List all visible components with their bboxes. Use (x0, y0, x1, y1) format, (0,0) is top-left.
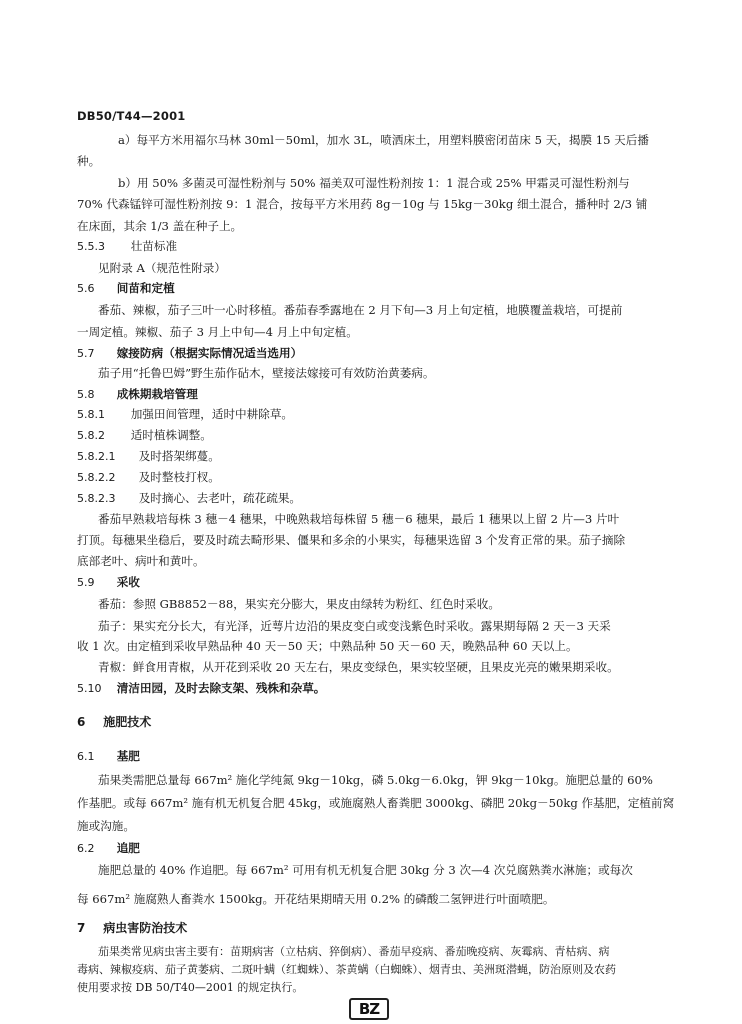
section-6-1-line3: 施或沟施。 (77, 819, 135, 833)
section-7-line2: 毒病、辣椒疫病、茄子黄萎病、二斑叶螨（红蜘蛛）、茶黄螨（白蜘蛛）、烟青虫、美洲斑潜蝇，防治原则及农药 (77, 963, 616, 976)
section-title: 追肥 (116, 841, 140, 855)
paragraph-b-line2: 70% 代森锰锌可湿性粉剂按 9：1 混合，按每平方米用药 8g－10g 与 15kg－30kg 细土混合，播种时 2/3 铺 (77, 197, 648, 211)
section-text: 及时整枝打杈。 (138, 470, 220, 484)
standard-id: DB50/T44—2001 (77, 109, 186, 123)
section-number: 5.5.3 (77, 240, 105, 253)
section-5-5-3 (77, 238, 177, 255)
section-5-6 (77, 280, 175, 297)
section-number: 6.1 (77, 750, 95, 763)
section-title: 采收 (116, 575, 140, 589)
section-5-5-3-text: 见附录 A（规范性附录） (98, 261, 226, 275)
section-number: 5.10 (77, 682, 102, 695)
section-5-8-2 (77, 427, 212, 444)
section-number: 6.2 (77, 842, 95, 855)
section-5-8-2-3 (77, 490, 301, 507)
section-5-10 (77, 680, 325, 697)
chapter-number: 6 (77, 715, 86, 729)
section-5-8-2-2 (77, 469, 220, 486)
chapter-7 (77, 920, 187, 936)
section-5-8-2-3-line3: 底部老叶、病叶和黄叶。 (77, 554, 205, 568)
paragraph-a-line1: a）每平方米用福尔马林 30ml－50ml，加水 3L，喷洒床土，用塑料膜密闭苗床 5 天，揭膜 15 天后播 (118, 133, 649, 147)
section-5-8 (77, 386, 198, 403)
chapter-title: 病虫害防治技术 (103, 921, 188, 935)
section-5-8-2-1 (77, 448, 220, 465)
section-6-1-line2: 作基肥。或每 667m² 施有机无机复合肥 45kg，或施腐熟人畜粪肥 3000kg、磷肥 20kg－50kg 作基肥，定植前窝 (77, 796, 675, 810)
bz-logo: BZ (349, 998, 389, 1020)
section-7-line3: 使用要求按 DB 50/T40—2001 的规定执行。 (77, 981, 304, 994)
section-title: 清洁田园，及时去除支架、残株和杂草。 (116, 681, 326, 695)
section-5-8-2-3-line1: 番茄早熟栽培每株 3 穗－4 穗果，中晚熟栽培每株留 5 穗－6 穗果，最后 1 穗果以上留 2 片—3 片叶 (98, 512, 620, 526)
section-6-1 (77, 748, 140, 765)
section-5-9 (77, 574, 140, 591)
section-5-9-line4: 青椒：鲜食用青椒，从开花到采收 20 天左右，果皮变绿色，果实较坚硬，且果皮光亮的嫩果期采收。 (98, 660, 619, 674)
section-text: 及时摘心、去老叶，疏花疏果。 (138, 491, 302, 505)
section-title: 嫁接防病（根据实际情况适当选用） (116, 346, 303, 360)
paragraph-b-line3: 在床面，其余 1/3 盖在种子上。 (77, 219, 243, 233)
section-title: 壮苗标准 (130, 239, 178, 253)
section-6-2 (77, 840, 140, 857)
section-number: 5.6 (77, 282, 95, 295)
section-number: 5.8.2.2 (77, 471, 116, 484)
section-number: 5.8.1 (77, 408, 105, 421)
section-5-6-line2: 一周定植。辣椒、茄子 3 月上中旬—4 月上中旬定植。 (77, 325, 358, 339)
section-number: 5.8.2.1 (77, 450, 116, 463)
section-title: 基肥 (116, 749, 140, 763)
section-5-9-line2: 茄子：果实充分长大，有光泽，近萼片边沿的果皮变白或变浅紫色时采收。露果期每隔 2 天－3 天采 (98, 619, 611, 633)
paragraph-a-line2: 种。 (77, 154, 101, 168)
section-text: 加强田间管理，适时中耕除草。 (130, 407, 294, 421)
section-title: 成株期栽培管理 (116, 387, 198, 401)
section-6-2-line2: 每 667m² 施腐熟人畜粪水 1500kg。开花结果期晴天用 0.2% 的磷酸二氢钾进行叶面喷肥。 (77, 892, 555, 906)
section-5-9-line3: 收 1 次。由定植到采收早熟品种 40 天－50 天；中熟品种 50 天－60 天，晚熟品种 60 天以上。 (77, 639, 578, 653)
section-number: 5.8.2 (77, 429, 105, 442)
section-5-8-2-3-line2: 打顶。每穗果坐稳后，要及时疏去畸形果、僵果和多余的小果实，每穗果选留 3 个发育正常的果。茄子摘除 (77, 533, 626, 547)
section-5-7-text: 茄子用“托鲁巴姆”野生茄作砧木，壁接法嫁接可有效防治黄萎病。 (98, 366, 435, 380)
chapter-6 (77, 714, 151, 730)
section-7-line1: 茄果类常见病虫害主要有：苗期病害（立枯病、猝倒病）、番茄早疫病、番茄晚疫病、灰霉病、青枯病、病 (98, 945, 610, 958)
section-number: 5.9 (77, 576, 95, 589)
section-title: 间苗和定植 (116, 281, 175, 295)
section-5-7 (77, 345, 302, 362)
paragraph-b-line1: b）用 50% 多菌灵可湿性粉剂与 50% 福美双可湿性粉剂按 1：1 混合或 25% 甲霜灵可湿性粉剂与 (118, 176, 630, 190)
section-5-6-line1: 番茄、辣椒，茄子三叶一心时移植。番茄春季露地在 2 月下旬—3 月上旬定植，地膜覆盖栽培，可提前 (98, 303, 623, 317)
section-6-1-line1: 茄果类需肥总量每 667m² 施化学纯氮 9kg－10kg，磷 5.0kg－6.0kg，钾 9kg－10kg。施肥总量的 60% (98, 773, 653, 787)
section-5-8-1 (77, 406, 293, 423)
section-number: 5.8.2.3 (77, 492, 116, 505)
section-number: 5.8 (77, 388, 95, 401)
section-text: 适时植株调整。 (130, 428, 212, 442)
section-5-9-line1: 番茄：参照 GB8852－88，果实充分膨大，果皮由绿转为粉红、红色时采收。 (98, 597, 500, 611)
chapter-number: 7 (77, 921, 86, 935)
section-6-2-line1: 施肥总量的 40% 作追肥。每 667m² 可用有机无机复合肥 30kg 分 3 次—4 次兑腐熟粪水淋施；或每次 (98, 863, 633, 877)
section-text: 及时搭架绑蔓。 (138, 449, 220, 463)
section-number: 5.7 (77, 347, 95, 360)
chapter-title: 施肥技术 (103, 715, 152, 729)
